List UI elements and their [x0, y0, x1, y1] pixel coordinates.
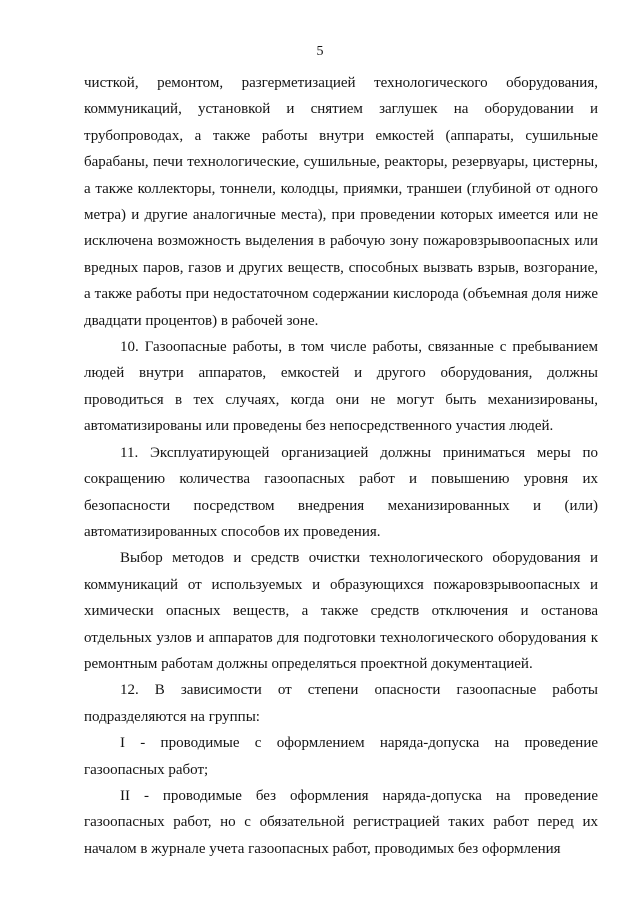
page-number: 5 — [316, 44, 324, 59]
group-ii-item: II - проводимые без оформления наряда-допуска на проведение газоопасных работ, но с обязательной регистрацией таких работ перед их началом в журнале учета газоопасных работ, проводимых без оформления — [84, 787, 598, 857]
paragraph-10: 10. Газоопасные работы, в том числе работы, связанные с пребыванием людей внутри аппаратов, емкостей и другого оборудования, должны проводиться в тех случаях, когда они не могут быть механизированы, автоматизированы или проведены без непосредственного участия людей. — [84, 339, 598, 435]
paragraph-methods-selection: Выбор методов и средств очистки технологического оборудования и коммуникаций от используемых и образующихся пожаровзрывоопасных и химически опасных веществ, а также средств отключения и останова отдельных узлов и аппаратов для подготовки технологического оборудования к ремонтным работам должны определяться проектной документацией. — [84, 550, 598, 672]
group-i-item: I - проводимые с оформлением наряда-допуска на проведение газоопасных работ; — [84, 735, 598, 778]
document-body — [84, 70, 598, 862]
paragraph-11: 11. Эксплуатирующей организацией должны приниматься меры по сокращению количества газоопасных работ и повышению уровня их безопасности посредством внедрения механизированных и (или) автоматизированных способов их проведения. — [84, 444, 598, 540]
paragraph-continuation: чисткой, ремонтом, разгерметизацией технологического оборудования, коммуникаций, установкой и снятием заглушек на оборудовании и трубопроводах, а также работы внутри емкостей (аппараты, сушильные барабаны, печи технологические, сушильные, реакторы, резервуары, цистерны, а также коллекторы, тоннели, колодцы, приямки, траншеи (глубиной от одного метра) и другие аналогичные места), при проведении которых имеется или не исключена возможность выделения в рабочую зону пожаровзрывоопасных или вредных паров, газов и других веществ, способных вызвать взрыв, возгорание, а также работы при недостаточном содержании кислорода (объемная доля ниже двадцати процентов) в рабочей зоне. — [84, 75, 598, 329]
paragraph-12: 12. В зависимости от степени опасности газоопасные работы подразделяются на группы: — [84, 682, 598, 725]
